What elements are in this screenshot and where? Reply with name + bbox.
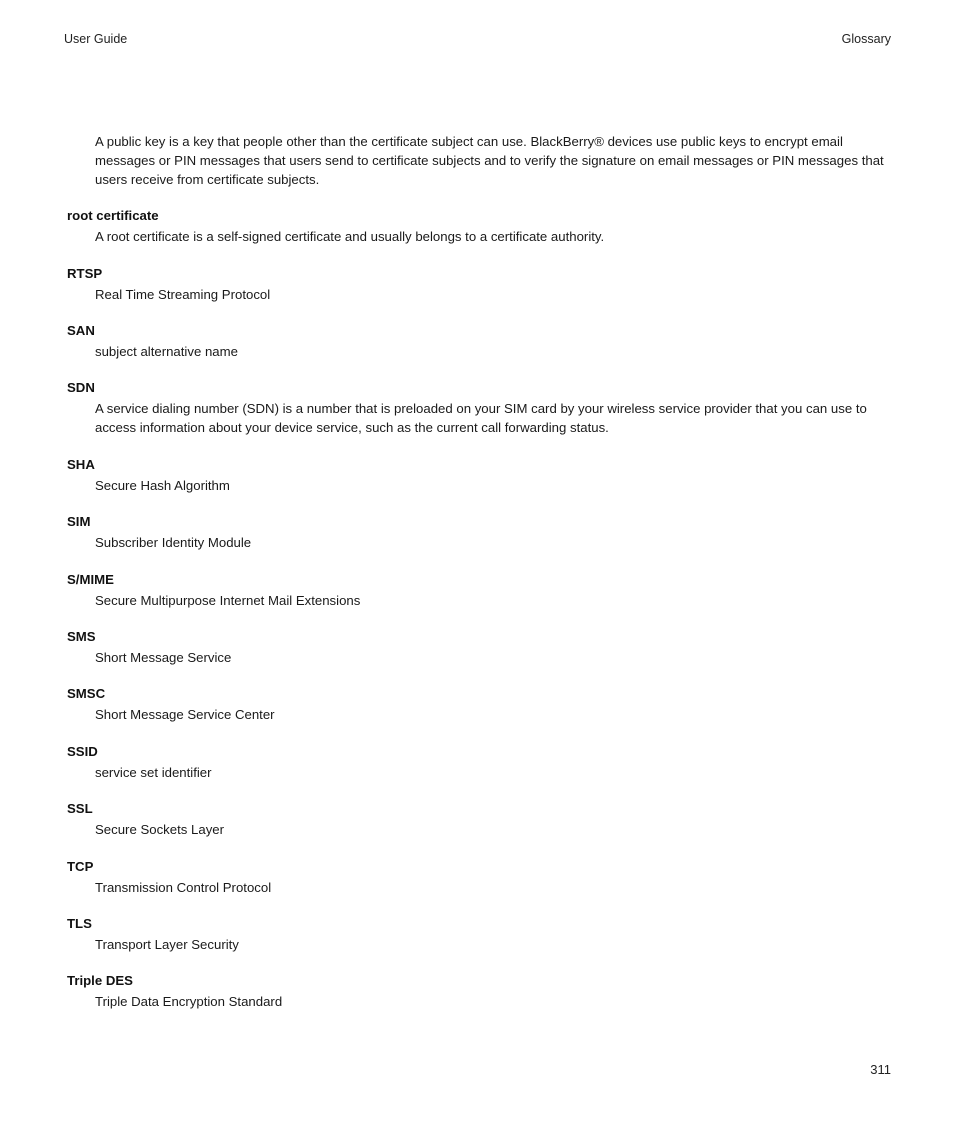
glossary-definition: Triple Data Encryption Standard <box>95 994 283 1010</box>
glossary-term: S/MIME <box>67 571 114 587</box>
glossary-definition: Secure Hash Algorithm <box>95 477 230 493</box>
glossary-entry <box>67 571 891 611</box>
glossary-content <box>67 133 891 1012</box>
glossary-definition: Transport Layer Security <box>95 937 239 952</box>
glossary-term: SSL <box>67 801 93 817</box>
glossary-definition: Short Message Service <box>95 649 232 665</box>
glossary-term: Triple DES <box>67 973 133 989</box>
glossary-entry <box>67 915 891 955</box>
glossary-entry <box>67 456 891 496</box>
glossary-term: SMS <box>67 628 96 644</box>
glossary-entry <box>67 628 891 668</box>
glossary-entry <box>67 322 891 362</box>
glossary-term: SSID <box>67 743 98 759</box>
glossary-term: TLS <box>67 916 92 931</box>
intro-paragraph: A public key is a key that people other than the certificate subject can use. BlackBerry® devices use public keys to encrypt email messages or PIN messages that users send to certificate subjects and to verify the signature on email messages or PIN messages that users receive from certificate subjects. <box>95 134 884 187</box>
glossary-definition: Secure Multipurpose Internet Mail Extensions <box>95 592 361 608</box>
glossary-entry <box>67 265 891 305</box>
glossary-entry <box>67 972 891 1012</box>
glossary-definition: Secure Sockets Layer <box>95 822 225 838</box>
glossary-definition: A root certificate is a self-signed certificate and usually belongs to a certificate authority. <box>95 229 605 245</box>
page-header <box>64 32 891 50</box>
glossary-definition: Subscriber Identity Module <box>95 535 252 551</box>
header-doc-title: User Guide <box>64 32 128 46</box>
glossary-definition: Transmission Control Protocol <box>95 879 272 895</box>
glossary-entry <box>67 207 891 247</box>
glossary-definition: A service dialing number (SDN) is a number that is preloaded on your SIM card by your wireless service provider that you can use to access information about your device service, such as the current call forwarding status. <box>95 401 867 436</box>
glossary-term: SMSC <box>67 686 106 702</box>
header-section-title: Glossary <box>841 32 891 46</box>
glossary-definition: Real Time Streaming Protocol <box>95 286 271 302</box>
glossary-entry <box>67 513 891 553</box>
glossary-definition: subject alternative name <box>95 344 238 360</box>
glossary-entry <box>67 379 891 438</box>
glossary-entry <box>67 858 891 898</box>
glossary-term: RTSP <box>67 265 103 281</box>
glossary-term: root certificate <box>67 208 159 224</box>
glossary-term: TCP <box>67 858 94 874</box>
glossary-definition: Short Message Service Center <box>95 707 275 723</box>
glossary-term: SAN <box>67 323 95 339</box>
glossary-term: SIM <box>67 514 91 530</box>
glossary-term: SDN <box>67 380 95 396</box>
glossary-entry <box>67 685 891 725</box>
glossary-definition: service set identifier <box>95 764 212 780</box>
page-number: 311 <box>870 1062 891 1077</box>
glossary-term: SHA <box>67 456 95 472</box>
glossary-entry <box>67 743 891 783</box>
glossary-entry <box>67 800 891 840</box>
